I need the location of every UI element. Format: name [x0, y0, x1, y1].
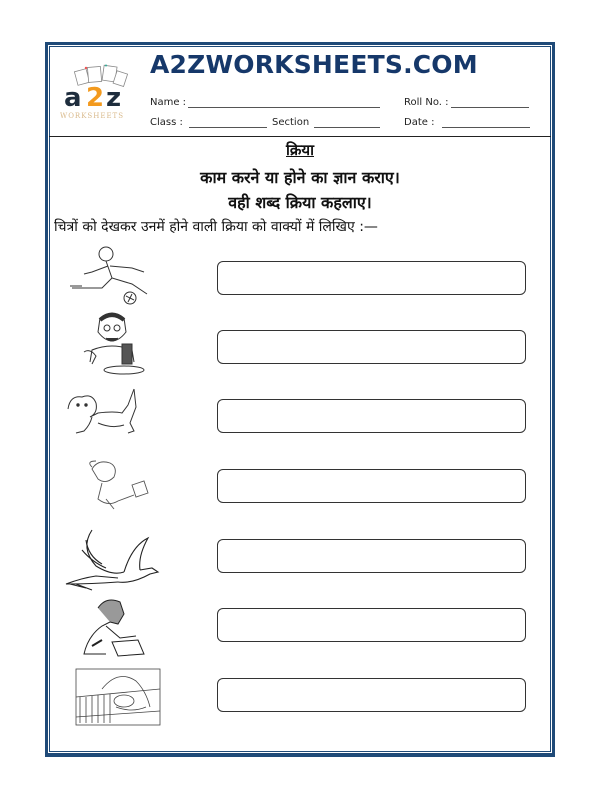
svg-text:2: 2 — [86, 83, 105, 113]
rhyme-line-2: वही शब्द क्रिया कहलाए। — [228, 193, 372, 212]
roll-no-label: Roll No. : — [404, 97, 449, 108]
bird-flying-picture — [62, 526, 172, 588]
name-field[interactable] — [150, 97, 380, 108]
rhyme-line-1: काम करने या होने का ज्ञान कराए। — [200, 168, 400, 187]
cat-jumping-picture — [62, 383, 172, 445]
boy-kicking-football-picture — [62, 244, 172, 306]
section-input-line[interactable] — [314, 117, 380, 128]
date-label: Date : — [404, 117, 435, 128]
topic-heading — [0, 140, 600, 160]
baby-sleeping-in-crib-picture — [62, 667, 172, 729]
section-field[interactable] — [272, 117, 380, 128]
man-writing-picture — [62, 596, 172, 658]
roll-no-input-line[interactable] — [451, 97, 529, 108]
topic-text: क्रिया — [286, 141, 314, 159]
date-input-line[interactable] — [442, 117, 530, 128]
answer-box-1[interactable] — [217, 261, 526, 295]
section-label: Section — [272, 117, 310, 128]
answer-box-6[interactable] — [217, 608, 526, 642]
site-title: A2ZWORKSHEETS.COM — [150, 50, 478, 79]
svg-text:WORKSHEETS: WORKSHEETS — [60, 112, 125, 120]
answer-box-3[interactable] — [217, 399, 526, 433]
name-input-line[interactable] — [188, 97, 380, 108]
svg-text:z: z — [106, 83, 122, 113]
answer-box-7[interactable] — [217, 678, 526, 712]
girl-reading-book-picture — [62, 455, 172, 517]
boy-eating-sandwich-picture — [62, 310, 172, 372]
svg-text:a: a — [64, 83, 82, 113]
answer-box-4[interactable] — [217, 469, 526, 503]
header-divider — [49, 136, 551, 137]
class-field[interactable] — [150, 117, 267, 128]
class-input-line[interactable] — [189, 117, 267, 128]
roll-no-field[interactable] — [404, 97, 529, 108]
answer-box-5[interactable] — [217, 539, 526, 573]
a2z-logo — [58, 64, 140, 122]
date-field[interactable] — [404, 117, 530, 128]
instruction-text: चित्रों को देखकर उनमें होने वाली क्रिया को वाक्यों में लिखिए :— — [54, 219, 378, 235]
name-label: Name : — [150, 97, 187, 108]
answer-box-2[interactable] — [217, 330, 526, 364]
class-label: Class : — [150, 117, 183, 128]
